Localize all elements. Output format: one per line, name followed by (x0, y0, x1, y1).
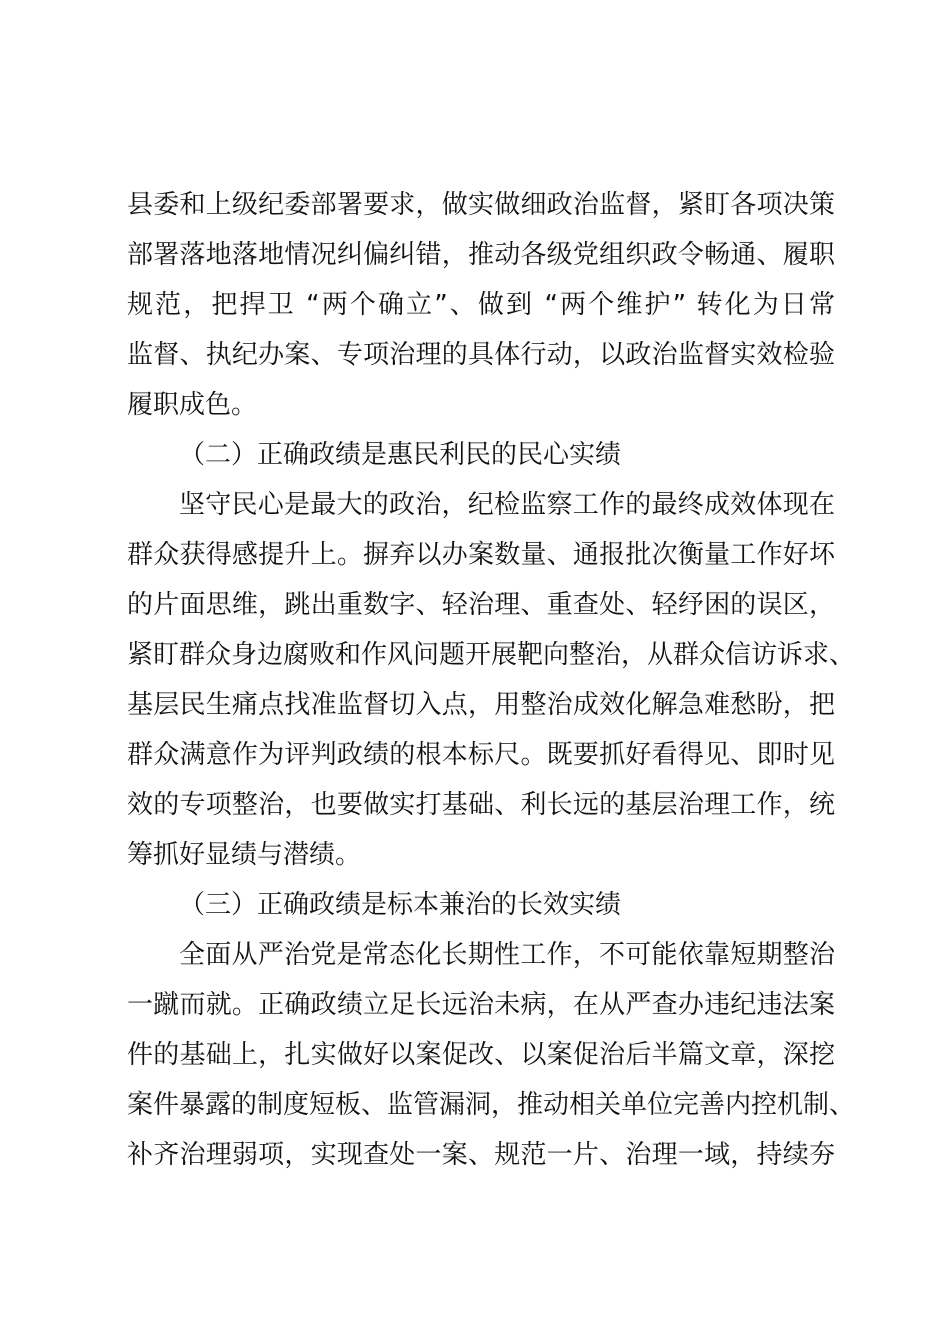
text-line: 规范，把捍卫 “两个确立”、做到 “两个维护” 转化为日常 (127, 290, 835, 320)
text-line: 县委和上级纪委部署要求，做实做细政治监督，紧盯各项决策 (127, 190, 835, 220)
paragraph-2 (127, 480, 856, 880)
text-line: 案件暴露的制度短板、监管漏洞，推动相关单位完善内控机制、 (127, 1090, 856, 1120)
text-line: 补齐治理弱项，实现查处一案、规范一片、治理一域，持续夯 (127, 1140, 835, 1170)
text-line: 件的基础上，扎实做好以案促改、以案促治后半篇文章，深挖 (127, 1040, 835, 1070)
text-line: 群众获得感提升上。摒弃以办案数量、通报批次衡量工作好坏 (127, 540, 835, 570)
text-line: 监督、执纪办案、专项治理的具体行动，以政治监督实效检验 (127, 340, 835, 370)
text-line: 部署落地落地情况纠偏纠错，推动各级党组织政令畅通、履职 (127, 240, 835, 270)
document-body (127, 180, 856, 1180)
section-heading-2: （二）正确政绩是惠民利民的民心实绩 (179, 440, 622, 470)
text-line: 效的专项整治，也要做实打基础、利长远的基层治理工作，统 (127, 790, 835, 820)
paragraph-continued (127, 180, 835, 430)
text-line: 紧盯群众身边腐败和作风问题开展靶向整治，从群众信访诉求、 (127, 640, 856, 670)
text-line: 履职成色。 (127, 390, 258, 420)
text-line: 群众满意作为评判政绩的根本标尺。既要抓好看得见、即时见 (127, 740, 835, 770)
text-line: 一蹴而就。正确政绩立足长远治未病，在从严查办违纪违法案 (127, 990, 835, 1020)
paragraph-3 (127, 930, 856, 1180)
text-line: 基层民生痛点找准监督切入点，用整治成效化解急难愁盼，把 (127, 690, 835, 720)
text-line: 的片面思维，跳出重数字、轻治理、重查处、轻纾困的误区， (127, 590, 835, 620)
text-line: 坚守民心是最大的政治，纪检监察工作的最终成效体现在 (179, 490, 835, 520)
section-heading-3: （三）正确政绩是标本兼治的长效实绩 (179, 890, 622, 920)
text-line: 筹抓好显绩与潜绩。 (127, 840, 362, 870)
text-line: 全面从严治党是常态化长期性工作，不可能依靠短期整治 (179, 940, 835, 970)
